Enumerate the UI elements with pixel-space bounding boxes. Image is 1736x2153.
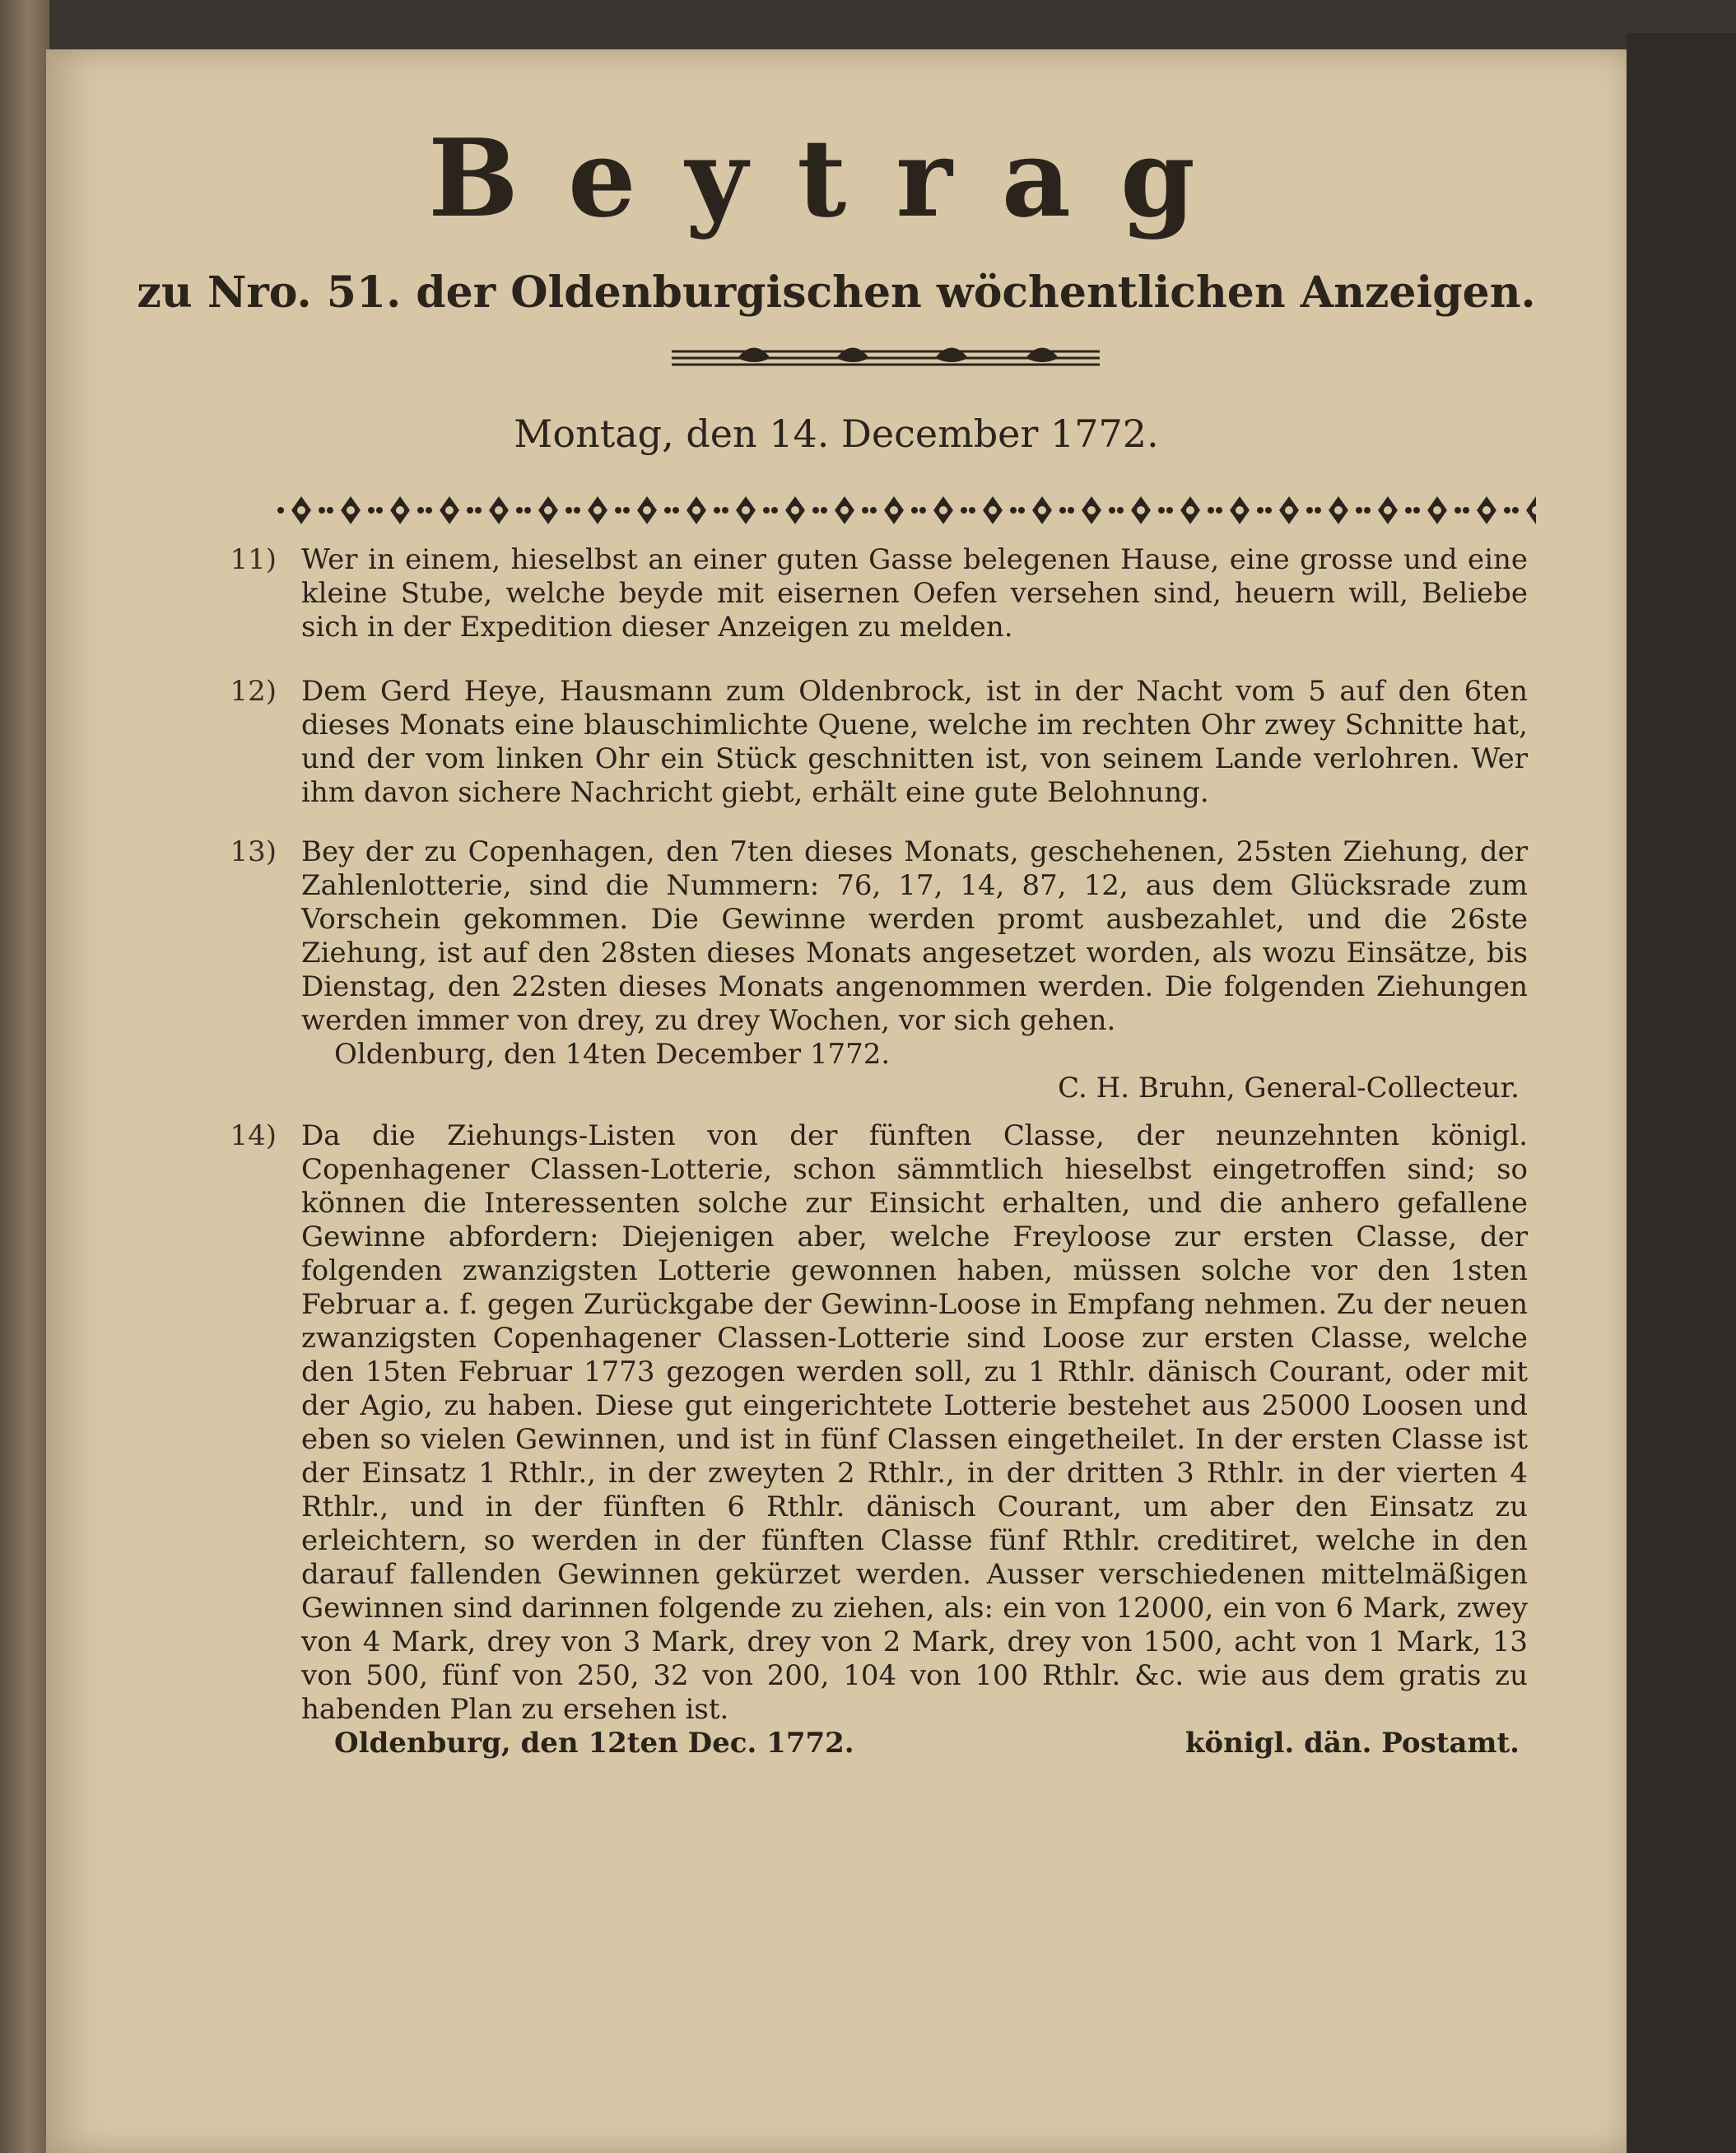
issue-date: Montag, den 14. December 1772. [514,412,1159,456]
ornament-divider [672,333,1100,383]
notice-number: 13) [230,835,277,868]
notice-text: Da die Ziehungs-Listen von der fünften Classe, der neunzehnten königl. Copenhagener Classen-Lotterie, schon sämmtlich hieselbst eingetroffen sind; so können die Interessenten solche zur Einsicht erhalten, und die anhero gefallene Gewinne abfordern: Diejenigen aber, welche Freyloose zur ersten Classe, der folgenden zwanzigsten Lotterie gewonnen haben, müssen solche vor den 1sten Februar a. f. gegen Zurückgabe der Gewinn-Loose in Empfang nehmen. Zu der neuen zwanzigsten Copenhagener Classen-Lotterie sind Loose zur ersten Classe, welche den 15ten Februar 1773 gezogen werden soll, zu 1 Rthlr. dänisch Courant, oder mit der Agio, zu haben. Diese gut eingerichtete Lotterie bestehet aus 25000 Loosen und eben so vielen Gewinnen, und ist in fünf Classen eingetheilet. In der ersten Classe ist der Einsatz 1 Rthlr., in der zweyten 2 Rthlr., in der dritten 3 Rthlr. in der vierten 4 Rthlr., und in der fünften 6 Rthlr. dänisch Courant, um aber den Einsatz zu erleichtern, so werden in der fünften Classe fünf Rthlr. creditiret, welche in den darauf fallenden Gewinnen gekürzet werden. Ausser verschiedenen mittelmäßigen Gewinnen sind darinnen folgende zu ziehen, als: ein von 12000, ein von 6 Mark, zwey von 4 Mark, drey von 3 Mark, drey von 2 Mark, drey von 1500, acht von 1 Mark, 13 von 500, fünf von 250, 32 von 200, 104 von 100 Rthlr. &c. wie aus dem gratis zu habenden Plan zu ersehen ist. [301,1119,1528,1726]
page-title: Beytrag [428,115,1245,241]
newspaper-page [46,49,1627,2153]
notice-number: 12) [230,675,277,708]
decorative-border [277,490,1536,531]
notice-12 [230,675,1528,810]
notice-place-date: Oldenburg, den 14ten December 1772. [334,1038,891,1071]
notice-11 [230,543,1528,644]
notice-text: Wer in einem, hieselbst an einer guten Gasse belegenen Hause, eine grosse und eine kleine Stube, welche beyde mit eisernen Oefen versehen sind, heuern will, Beliebe sich in der Expedition dieser Anzeigen zu melden. [301,543,1528,644]
notice-14 [230,1119,1528,1760]
notice-place-date: Oldenburg, den 12ten Dec. 1772. [334,1727,854,1760]
facing-page-edge [0,0,49,2153]
notice-number: 11) [230,543,277,576]
notice-13 [230,835,1528,1105]
notice-text: Dem Gerd Heye, Hausmann zum Oldenbrock, ist in der Nacht vom 5 auf den 6ten dieses Monats eine blauschimlichte Quene, welche im rechten Ohr zwey Schnitte hat, und der vom linken Ohr ein Stück geschnitten ist, von seinem Lande verlohren. Wer ihm davon sichere Nachricht giebt, erhält eine gute Belohnung. [301,675,1528,809]
notice-signer: C. H. Bruhn, General-Collecteur. [1058,1072,1520,1104]
notice-signer: königl. dän. Postamt. [1184,1727,1520,1760]
background-edge [1627,33,1736,2153]
notice-footer [301,1727,1528,1760]
page-subtitle: zu Nro. 51. der Oldenburgischen wöchentlichen Anzeigen. [137,267,1536,318]
notice-number: 14) [230,1119,277,1152]
notice-text: Bey der zu Copenhagen, den 7ten dieses Monats, geschehenen, 25sten Ziehung, der Zahlenlotterie, sind die Nummern: 76, 17, 14, 87, 12, aus dem Glücksrade zum Vorschein gekommen. Die Gewinne werden promt ausbezahlet, und die 26ste Ziehung, ist auf den 28sten dieses Monats angesetzet worden, als wozu Einsätze, bis Dienstag, den 22sten dieses Monats angenommen werden. Die folgenden Ziehungen werden immer von drey, zu drey Wochen, vor sich gehen. [301,835,1528,1037]
